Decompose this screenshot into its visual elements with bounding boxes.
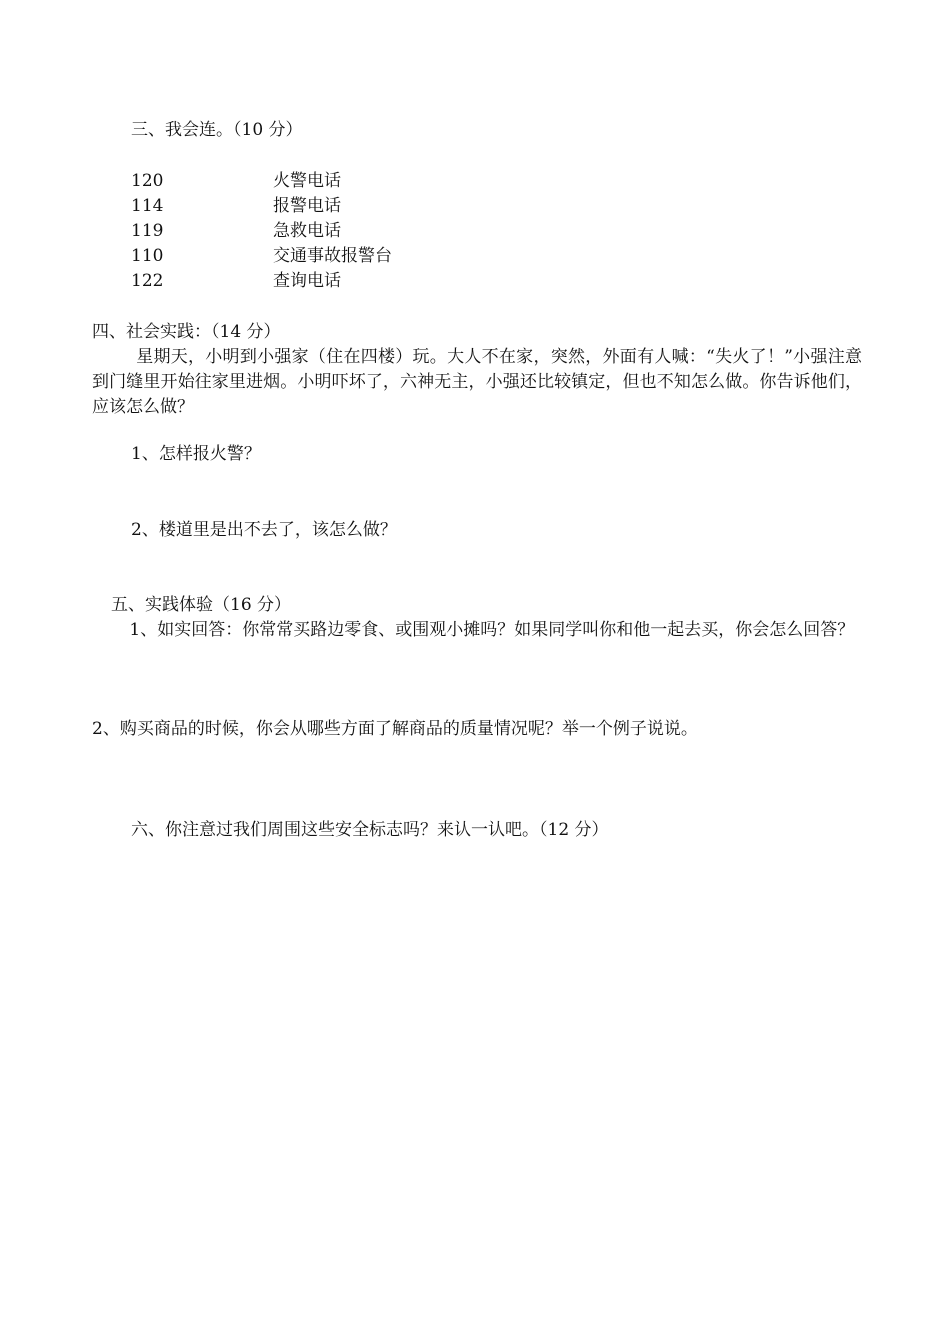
emergency-number: 110	[131, 246, 164, 266]
section3-heading: 三、我会连。（10 分）	[131, 120, 303, 140]
question-product-quality: 2、购买商品的时候，你会从哪些方面了解商品的质量情况呢？举一个例子说说。	[92, 719, 698, 739]
section6-heading: 六、你注意过我们周围这些安全标志吗？来认一认吧。（12 分）	[131, 820, 609, 840]
question-snacks: 1、如实回答：你常常买路边零食、或围观小摊吗？如果同学叫你和他一起去买，你会怎么回答？	[129, 620, 855, 640]
section5-heading: 五、实践体验（16 分）	[111, 595, 292, 615]
emergency-number: 122	[131, 271, 164, 291]
service-name: 火警电话	[273, 171, 341, 191]
section4-heading: 四、社会实践：（14 分）	[92, 322, 281, 342]
emergency-number: 119	[131, 221, 164, 241]
emergency-number: 120	[131, 171, 164, 191]
scenario-passage: 星期天，小明到小强家（住在四楼）玩。大人不在家，突然，外面有人喊：“失火了！”小强注意到门缝里开始往家里进烟。小明吓坏了，六神无主，小强还比较镇定，但也不知怎么做。你告诉他们，应该怎么做？	[92, 347, 862, 417]
service-name: 急救电话	[273, 221, 341, 241]
question-stairway: 2、楼道里是出不去了，该怎么做？	[131, 520, 397, 540]
service-name: 查询电话	[273, 271, 341, 291]
service-name: 交通事故报警台	[273, 246, 392, 266]
service-name: 报警电话	[273, 196, 341, 216]
question-fire-report: 1、怎样报火警？	[131, 444, 261, 464]
emergency-number: 114	[131, 196, 164, 216]
